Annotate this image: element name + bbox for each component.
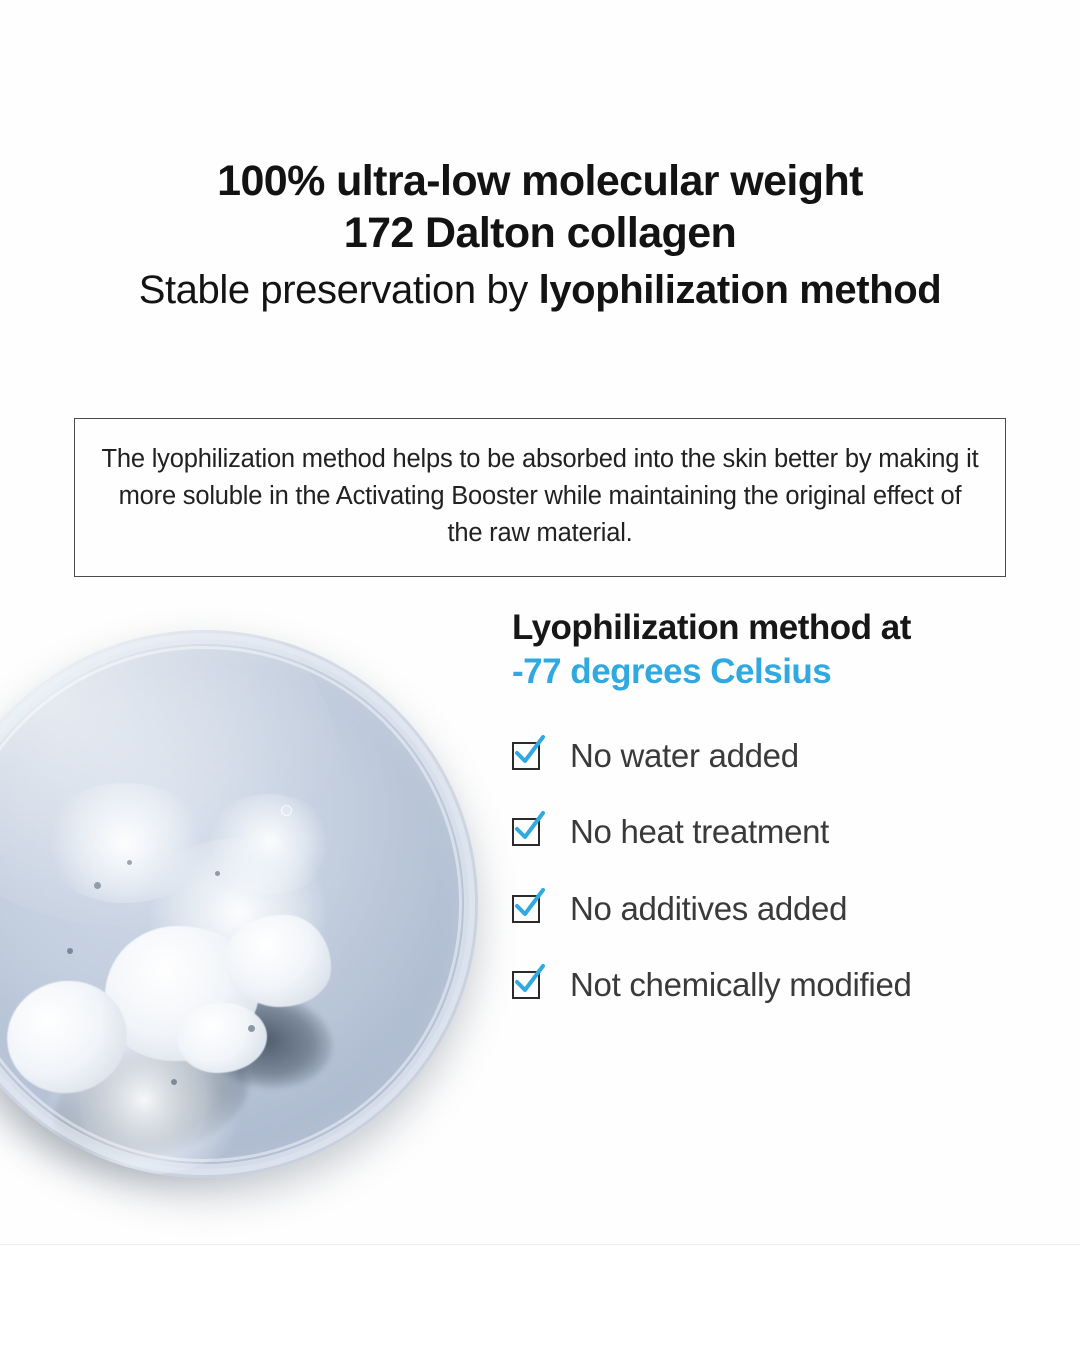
list-item-label: No water added: [570, 737, 799, 775]
checkbox-checked-icon: [512, 742, 540, 770]
list-item-label: No heat treatment: [570, 813, 830, 851]
feature-panel: [512, 606, 1032, 1041]
headline-line-3-emphasis: lyophilization method: [538, 267, 942, 312]
page-title: [0, 155, 1080, 315]
checkbox-checked-icon: [512, 895, 540, 923]
feature-title: [512, 606, 1032, 694]
headline-line-2: 172 Dalton collagen: [343, 209, 737, 258]
dish-body: [0, 630, 478, 1178]
headline-line-1: 100% ultra-low molecular weight: [217, 157, 863, 205]
list-item: [512, 736, 1032, 776]
description-text: The lyophilization method helps to be absorbed into the skin better by making it more soluble in the Activating Booster while maintaining the original effect of the raw material.: [101, 445, 979, 547]
petri-dish-image: [0, 600, 490, 1200]
list-item: [512, 965, 1032, 1005]
description-box: [74, 418, 1006, 577]
bottom-divider: [0, 1244, 1080, 1350]
feature-check-list: [512, 736, 1032, 1005]
feature-title-accent: -77 degrees Celsius: [512, 652, 832, 692]
checkbox-checked-icon: [512, 818, 540, 846]
headline-line-3: [0, 266, 1080, 315]
list-item-label: Not chemically modified: [570, 965, 912, 1003]
list-item: [512, 812, 1032, 852]
list-item-label: No additives added: [570, 889, 848, 927]
headline-line-3-prefix: Stable preservation by: [138, 267, 539, 312]
list-item: [512, 889, 1032, 929]
feature-title-text: Lyophilization method at: [512, 608, 911, 647]
checkbox-checked-icon: [512, 971, 540, 999]
